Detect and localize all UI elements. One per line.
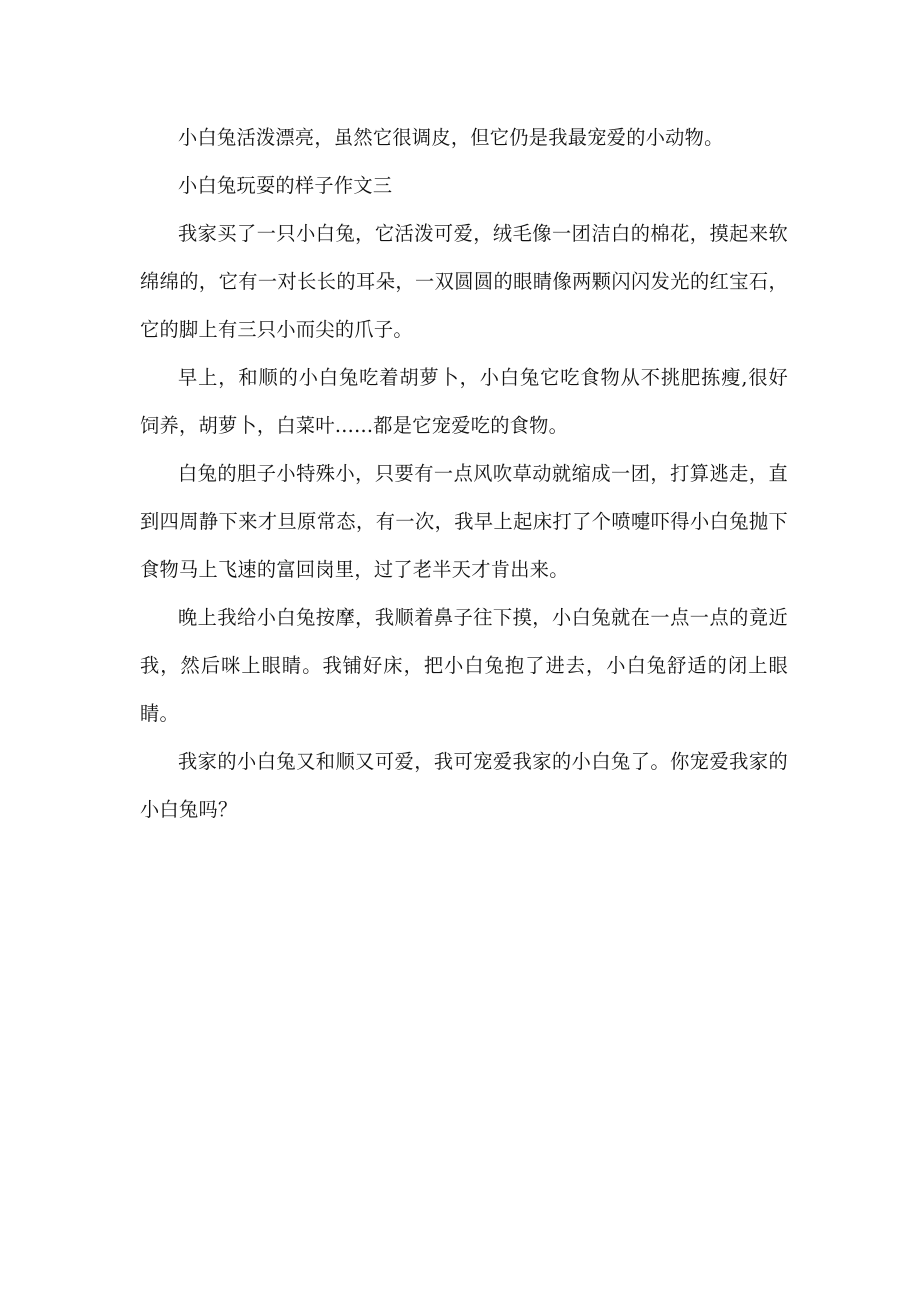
section-heading: 小白兔玩耍的样子作文三	[178, 174, 393, 197]
paragraph-appearance: 我家买了一只小白兔，它活泼可爱，绒毛像一团洁白的棉花，摸起来软绵绵的，它有一对长长的耳朵，一双圆圆的眼睛像两颗闪闪发光的红宝石，它的脚上有三只小而尖的爪子。	[140, 222, 788, 341]
paragraph-morning: 早上，和顺的小白兔吃着胡萝卜，小白兔它吃食物从不挑肥拣瘦,很好饲养，胡萝卜，白菜叶......都是它宠爱吃的食物。	[140, 366, 788, 437]
paragraph-timid: 白兔的胆子小特殊小，只要有一点风吹草动就缩成一团，打算逃走，直到四周静下来才旦原常态，有一次，我早上起床打了个喷嚏吓得小白兔抛下食物马上飞速的富回岗里，过了老半天才肯出来。	[140, 462, 788, 581]
paragraph-evening: 晚上我给小白兔按摩，我顺着鼻子往下摸，小白兔就在一点一点的竟近我，然后咪上眼睛。我铺好床，把小白兔抱了进去，小白兔舒适的闭上眼睛。	[140, 606, 788, 725]
paragraph-intro-closing: 小白兔活泼漂亮，虽然它很调皮，但它仍是我最宠爱的小动物。	[178, 126, 724, 149]
paragraph-conclusion: 我家的小白兔又和顺又可爱，我可宠爱我家的小白兔了。你宠爱我家的小白兔吗？	[140, 750, 788, 821]
document-body	[140, 114, 788, 834]
